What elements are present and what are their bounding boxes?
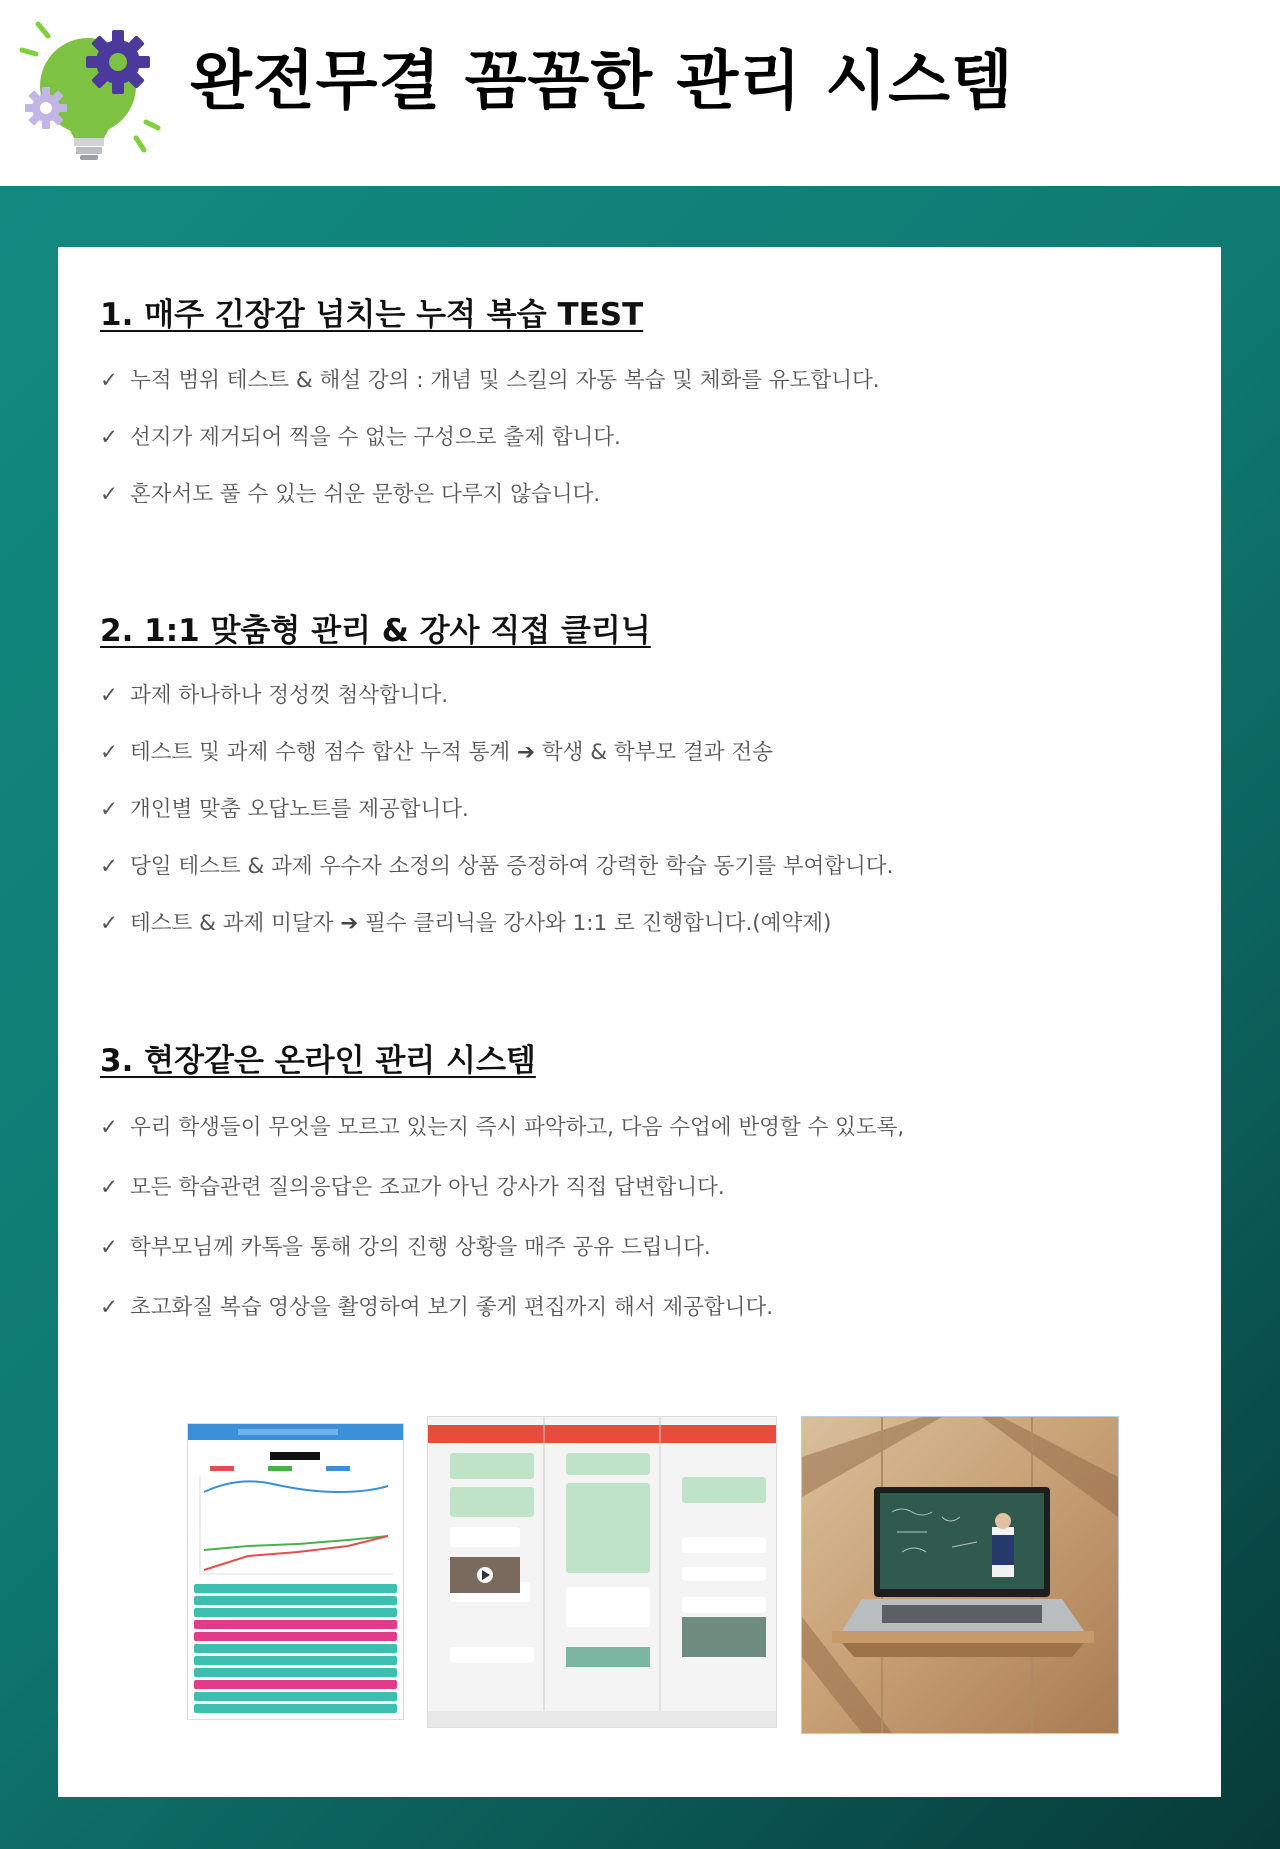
page-title: 완전무결 꼼꼼한 관리 시스템 <box>190 45 1014 119</box>
list-item: ✓ 과제 하나하나 정성껏 첨삭합니다. <box>100 683 449 708</box>
check-icon: ✓ <box>100 482 119 507</box>
check-icon: ✓ <box>100 911 119 936</box>
list-item: ✓ 테스트 및 과제 수행 점수 합산 누적 통계 ➔ 학생 & 학부모 결과 전송 <box>100 740 773 765</box>
lightbulb-gears-icon <box>16 16 166 161</box>
check-icon: ✓ <box>100 425 119 450</box>
list-item: ✓ 개인별 맞춤 오답노트를 제공합니다. <box>100 797 469 822</box>
check-icon: ✓ <box>100 1115 119 1140</box>
list-item: ✓ 우리 학생들이 무엇을 모르고 있는지 즉시 파악하고, 다음 수업에 반영할 수 있도록, <box>100 1115 905 1140</box>
arrow-right-icon: ➔ <box>340 911 359 936</box>
content-card <box>58 247 1221 1797</box>
list-item: ✓ 선지가 제거되어 찍을 수 없는 구성으로 출제 합니다. <box>100 425 621 450</box>
section-1-heading: 1. 매주 긴장감 넘치는 누적 복습 TEST <box>100 297 644 333</box>
check-icon: ✓ <box>100 854 119 879</box>
list-item: ✓ 학부모님께 카톡을 통해 강의 진행 상황을 매주 공유 드립니다. <box>100 1235 711 1260</box>
check-icon: ✓ <box>100 683 119 708</box>
list-item: ✓ 혼자서도 풀 수 있는 쉬운 문항은 다루지 않습니다. <box>100 482 601 507</box>
laptop-lecture-photo <box>801 1416 1119 1734</box>
list-item: ✓ 모든 학습관련 질의응답은 조교가 아닌 강사가 직접 답변합니다. <box>100 1175 725 1200</box>
section-3-heading: 3. 현장같은 온라인 관리 시스템 <box>100 1043 536 1079</box>
header <box>0 0 1280 186</box>
check-icon: ✓ <box>100 1235 119 1260</box>
list-item: ✓ 당일 테스트 & 과제 우수자 소정의 상품 증정하여 강력한 학습 동기를 부여합니다. <box>100 854 894 879</box>
check-icon: ✓ <box>100 797 119 822</box>
check-icon: ✓ <box>100 1175 119 1200</box>
check-icon: ✓ <box>100 368 119 393</box>
list-item: ✓ 누적 범위 테스트 & 해설 강의 : 개념 및 스킬의 자동 복습 및 체화를 유도합니다. <box>100 368 880 393</box>
section-2-heading: 2. 1:1 맞춤형 관리 & 강사 직접 클리닉 <box>100 613 651 649</box>
score-statistics-screenshot <box>187 1423 404 1720</box>
kakaotalk-chat-screenshots <box>427 1416 777 1728</box>
list-item: ✓ 테스트 & 과제 미달자 ➔ 필수 클리닉을 강사와 1:1 로 진행합니다.(예약제) <box>100 911 832 936</box>
check-icon: ✓ <box>100 740 119 765</box>
arrow-right-icon: ➔ <box>517 740 536 765</box>
list-item: ✓ 초고화질 복습 영상을 촬영하여 보기 좋게 편집까지 해서 제공합니다. <box>100 1295 774 1320</box>
check-icon: ✓ <box>100 1295 119 1320</box>
